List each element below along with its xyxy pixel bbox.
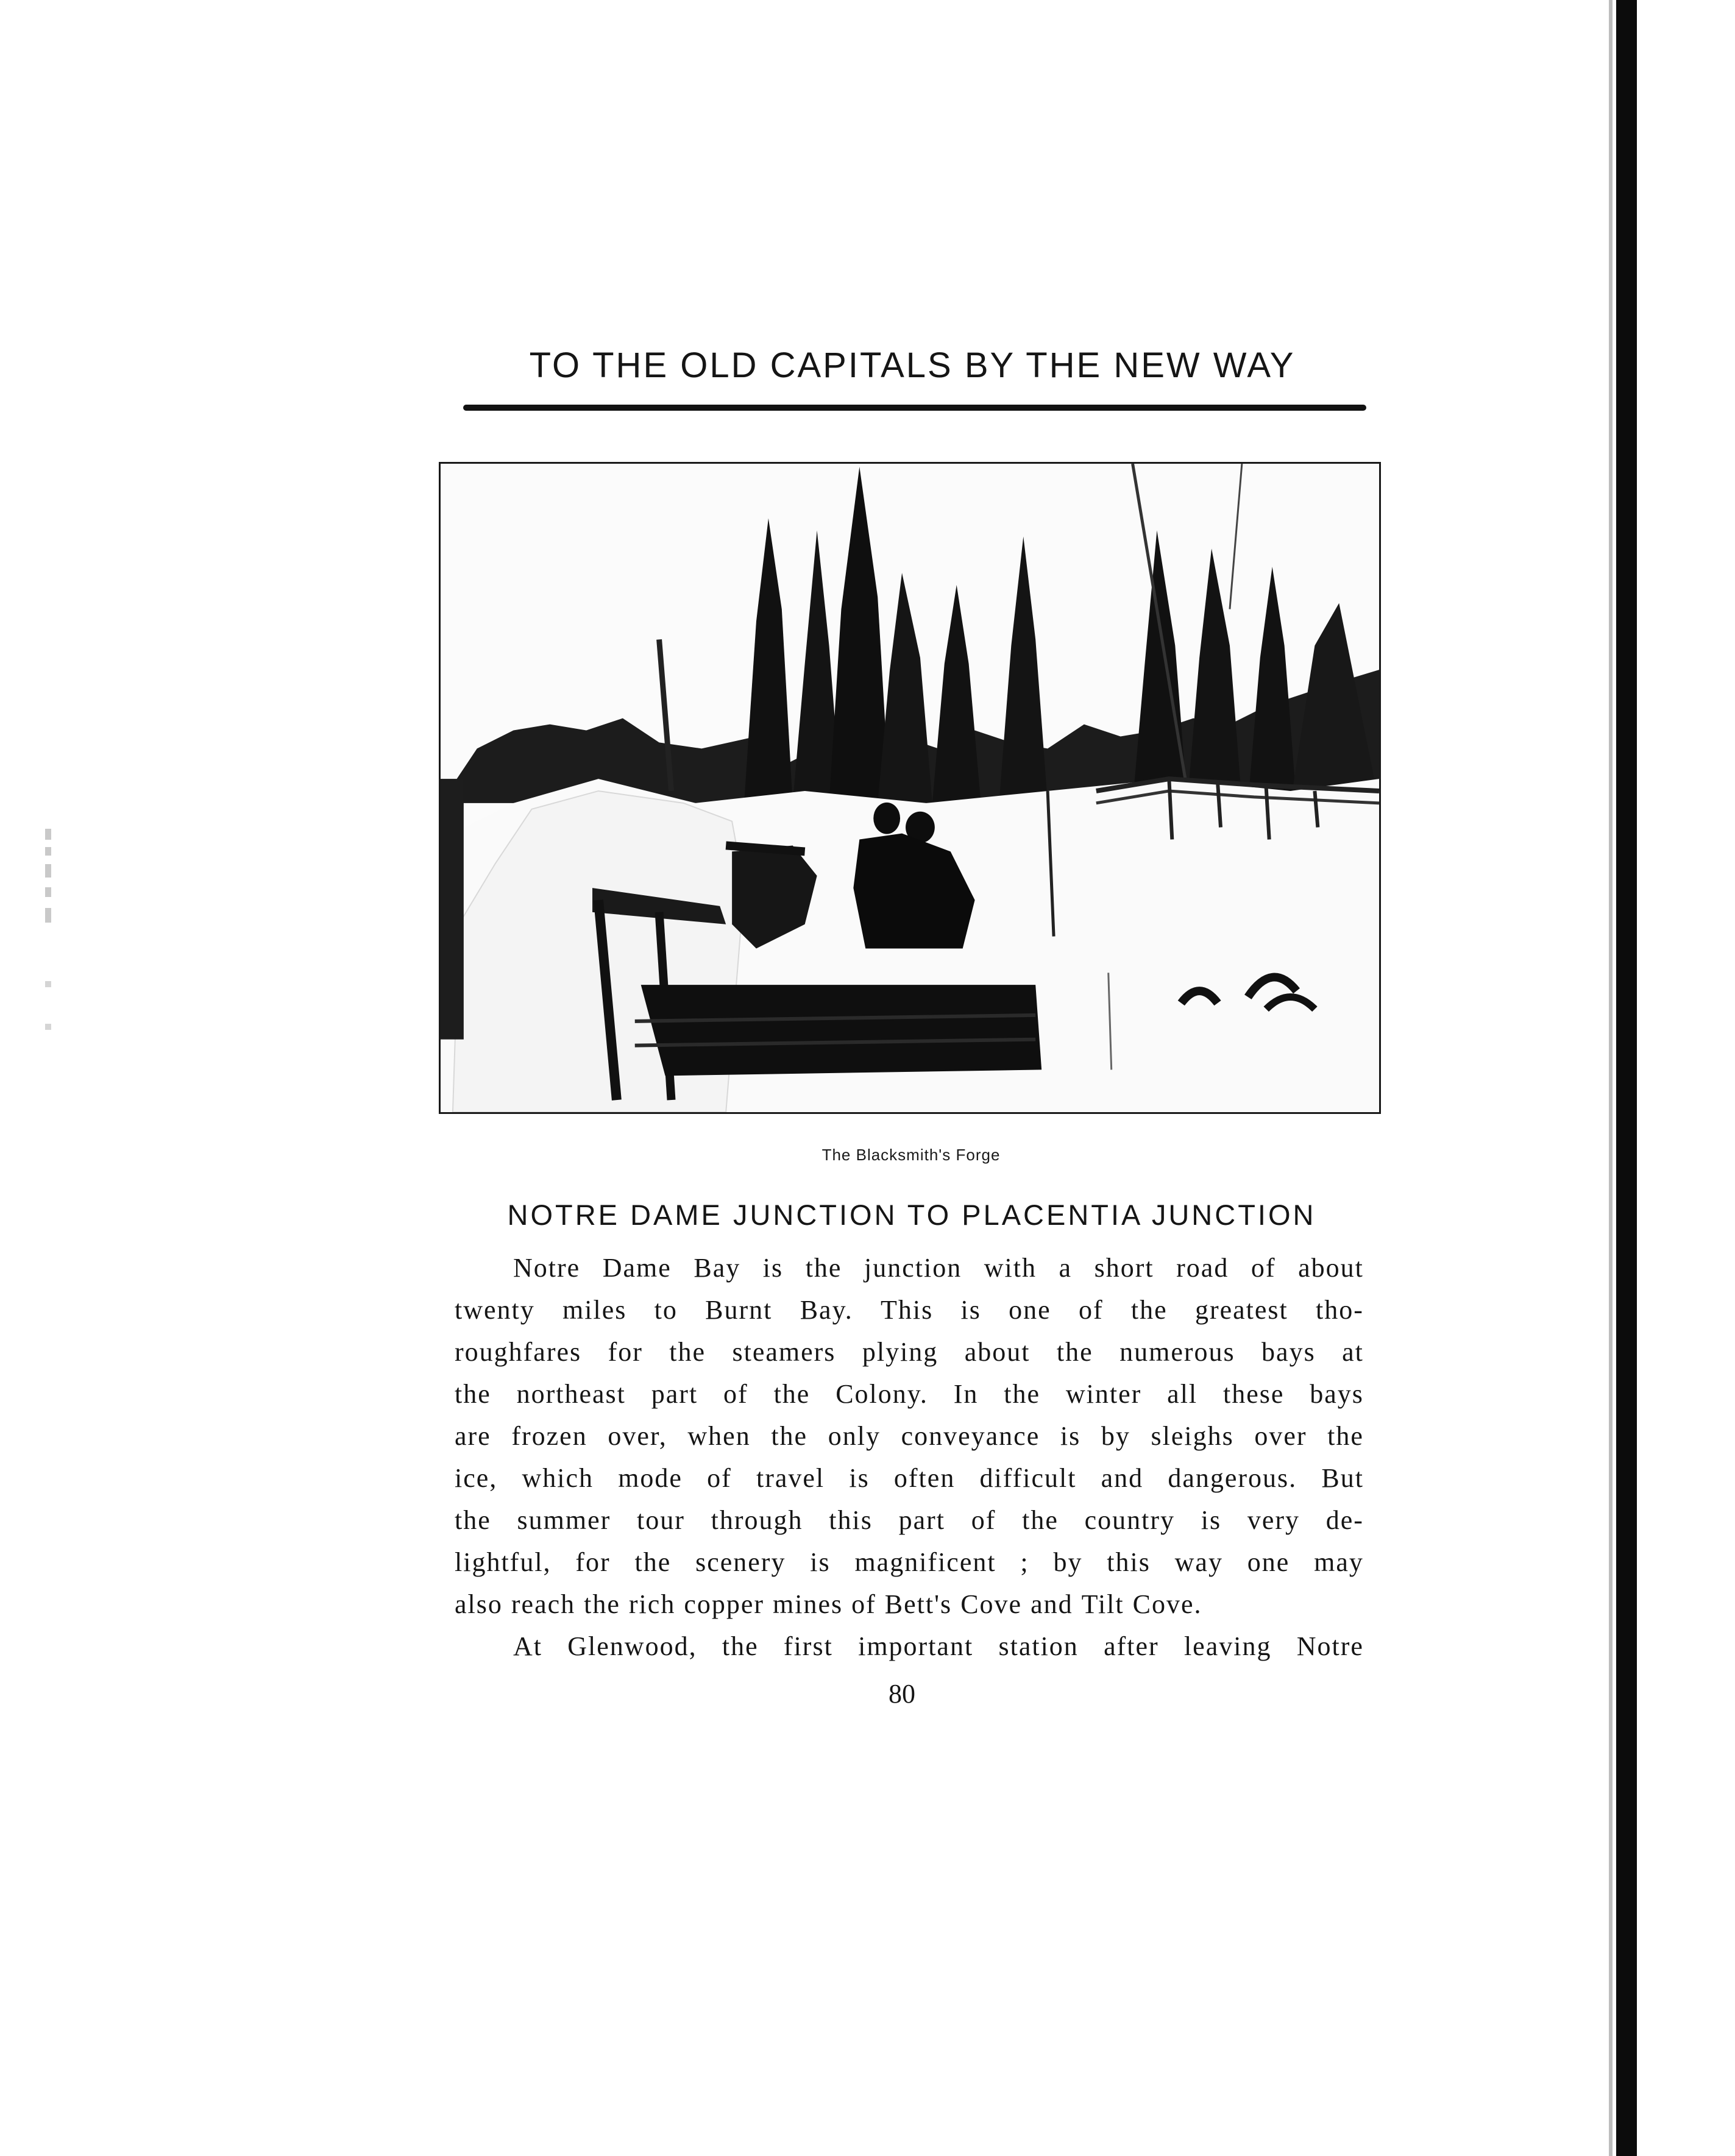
- section-heading: NOTRE DAME JUNCTION TO PLACENTIA JUNCTION: [507, 1199, 1316, 1231]
- figure-caption: The Blacksmith's Forge: [821, 1146, 1001, 1164]
- body-line: ice, which mode of travel is often difficult and dangerous. But: [455, 1463, 1364, 1493]
- body-line: Notre Dame Bay is the junction with a short road of about: [513, 1253, 1364, 1283]
- header-rule: [463, 405, 1366, 411]
- body-line: are frozen over, when the only conveyance is by sleighs over the: [455, 1421, 1364, 1451]
- page-number: 80: [889, 1679, 915, 1709]
- body-line: the summer tour through this part of the country is very de-: [455, 1505, 1364, 1535]
- photograph: [439, 462, 1381, 1114]
- body-line: lightful, for the scenery is magnificent ; by this way one may: [455, 1547, 1364, 1577]
- body-line: twenty miles to Burnt Bay. This is one of the greatest tho-: [455, 1295, 1364, 1325]
- running-title: TO THE OLD CAPITALS BY THE NEW WAY: [529, 346, 1296, 385]
- page-edge-shadow: [1609, 0, 1613, 2156]
- blacksmith-forge-photo: [441, 464, 1379, 1112]
- body-line: the northeast part of the Colony. In the winter all these bays: [455, 1379, 1364, 1409]
- body-line: also reach the rich copper mines of Bett's Cove and Tilt Cove.: [455, 1589, 1202, 1619]
- body-text: [455, 1247, 1364, 1667]
- margin-bleed-through: [43, 829, 55, 1048]
- body-line: roughfares for the steamers plying about the numerous bays at: [455, 1337, 1364, 1367]
- body-line: At Glenwood, the first important station after leaving Notre: [513, 1631, 1364, 1661]
- book-spine: [1616, 0, 1637, 2156]
- running-header: [458, 345, 1366, 386]
